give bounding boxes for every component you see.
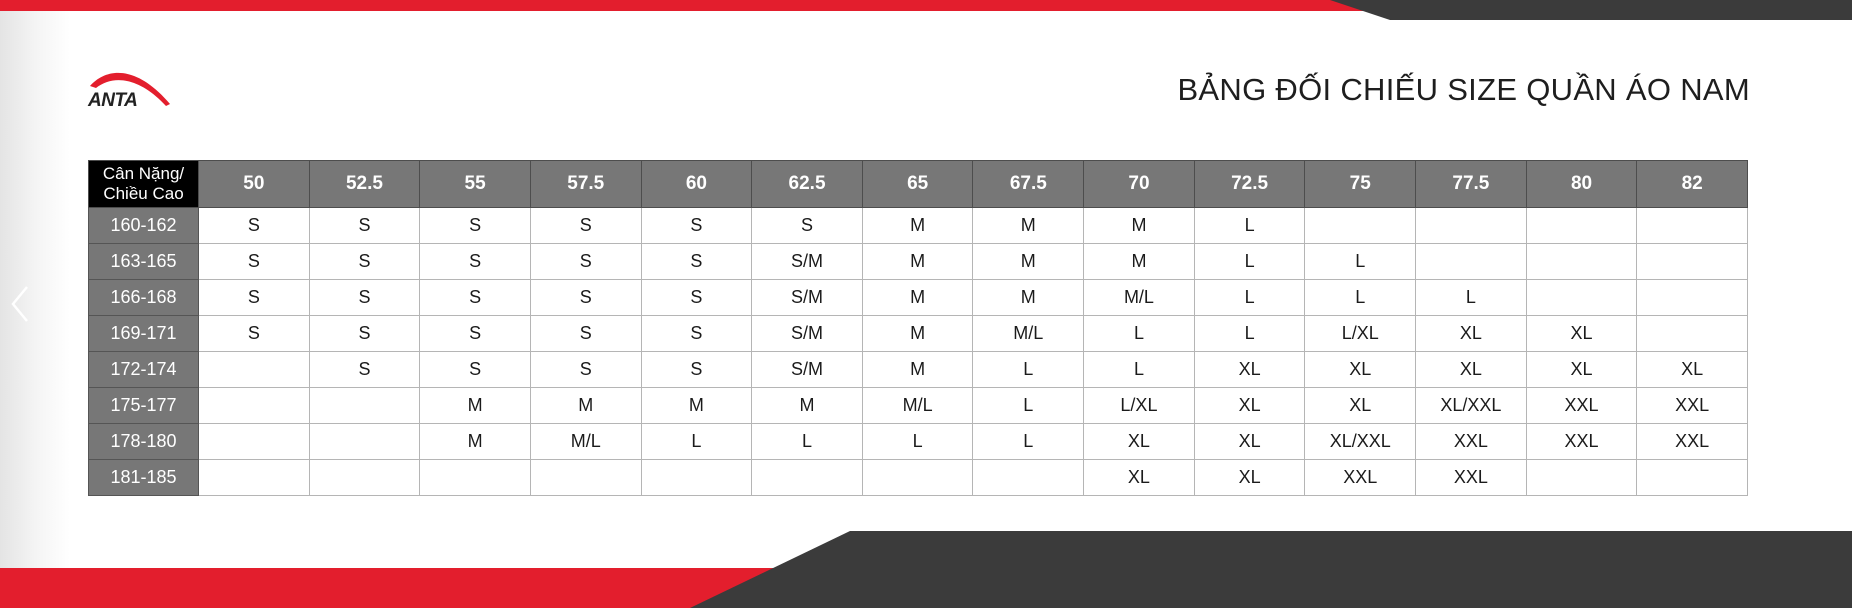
weight-header-cell: 60	[641, 161, 752, 208]
size-chart-table	[88, 160, 1748, 496]
weight-header-cell: 50	[199, 161, 310, 208]
height-range-cell: 163-165	[89, 244, 199, 280]
size-cell: M/L	[530, 424, 641, 460]
size-cell	[1637, 244, 1748, 280]
size-cell	[199, 424, 310, 460]
corner-label-weight: Cân Nặng/	[102, 164, 185, 183]
size-cell: M/L	[973, 316, 1084, 352]
table-row	[89, 280, 1748, 316]
weight-header-cell: 62.5	[752, 161, 863, 208]
size-cell	[1637, 460, 1748, 496]
size-cell: XXL	[1416, 460, 1527, 496]
size-cell: XL	[1194, 424, 1305, 460]
table-row	[89, 316, 1748, 352]
height-range-cell: 178-180	[89, 424, 199, 460]
size-cell: M	[1084, 208, 1195, 244]
size-cell: S	[199, 208, 310, 244]
size-cell: M	[973, 244, 1084, 280]
weight-header-cell: 72.5	[1194, 161, 1305, 208]
size-cell: S	[199, 280, 310, 316]
size-cell: XL	[1416, 352, 1527, 388]
size-cell: XL	[1305, 388, 1416, 424]
size-cell: S	[309, 316, 420, 352]
size-cell: XL	[1416, 316, 1527, 352]
chevron-left-icon	[9, 284, 31, 324]
weight-header-cell: 55	[420, 161, 531, 208]
top-dark-stripe	[1330, 0, 1852, 20]
size-cell	[420, 460, 531, 496]
size-cell: XXL	[1526, 424, 1637, 460]
size-cell: M	[530, 388, 641, 424]
size-cell: S	[309, 352, 420, 388]
size-cell: S	[641, 352, 752, 388]
weight-header-row	[89, 161, 1748, 208]
size-cell: S	[199, 244, 310, 280]
page-title: BẢNG ĐỐI CHIẾU SIZE QUẦN ÁO NAM	[1177, 72, 1750, 107]
size-cell: L	[1305, 244, 1416, 280]
size-cell: M	[752, 388, 863, 424]
size-cell: S	[530, 280, 641, 316]
size-cell	[752, 460, 863, 496]
size-cell: XL/XXL	[1305, 424, 1416, 460]
weight-header-cell: 70	[1084, 161, 1195, 208]
weight-header-cell: 65	[862, 161, 973, 208]
size-cell: XXL	[1637, 424, 1748, 460]
size-cell: XL	[1084, 460, 1195, 496]
size-cell: L	[862, 424, 973, 460]
size-cell: M	[862, 208, 973, 244]
size-cell: XXL	[1526, 388, 1637, 424]
table-row	[89, 424, 1748, 460]
size-cell: L	[1305, 280, 1416, 316]
size-cell: S	[420, 280, 531, 316]
size-cell	[309, 388, 420, 424]
weight-header-cell: 77.5	[1416, 161, 1527, 208]
size-cell	[1526, 280, 1637, 316]
size-cell	[1526, 460, 1637, 496]
size-cell: M/L	[1084, 280, 1195, 316]
anta-logo	[88, 64, 172, 112]
size-cell: XXL	[1637, 388, 1748, 424]
size-cell: XL	[1084, 424, 1195, 460]
size-cell	[1416, 208, 1527, 244]
size-cell: S	[641, 316, 752, 352]
size-cell: S/M	[752, 280, 863, 316]
height-range-cell: 181-185	[89, 460, 199, 496]
size-cell: L	[1194, 208, 1305, 244]
size-cell: M	[420, 388, 531, 424]
size-cell: XL	[1194, 388, 1305, 424]
size-cell	[1526, 244, 1637, 280]
height-range-cell: 172-174	[89, 352, 199, 388]
size-cell: L/XL	[1084, 388, 1195, 424]
size-cell: S	[641, 280, 752, 316]
size-cell	[973, 460, 1084, 496]
table-row	[89, 244, 1748, 280]
size-cell	[641, 460, 752, 496]
size-cell: M	[862, 316, 973, 352]
size-cell: L	[1084, 352, 1195, 388]
size-cell	[199, 352, 310, 388]
size-cell: L	[973, 388, 1084, 424]
size-cell: L	[1084, 316, 1195, 352]
height-range-cell: 166-168	[89, 280, 199, 316]
height-range-cell: 175-177	[89, 388, 199, 424]
size-cell: L/XL	[1305, 316, 1416, 352]
table-row	[89, 208, 1748, 244]
size-cell: M	[641, 388, 752, 424]
size-cell: M	[862, 244, 973, 280]
table-row	[89, 460, 1748, 496]
size-cell	[1637, 208, 1748, 244]
size-cell: M	[973, 280, 1084, 316]
size-cell: L	[641, 424, 752, 460]
size-cell	[1637, 280, 1748, 316]
size-cell: L	[973, 352, 1084, 388]
size-cell: S	[530, 316, 641, 352]
table-row	[89, 388, 1748, 424]
size-cell: M	[862, 352, 973, 388]
size-cell	[530, 460, 641, 496]
size-cell: M	[1084, 244, 1195, 280]
size-cell: S	[309, 280, 420, 316]
size-cell	[1416, 244, 1527, 280]
size-cell	[862, 460, 973, 496]
size-cell: S	[752, 208, 863, 244]
size-cell: XL	[1305, 352, 1416, 388]
size-cell: L	[1194, 316, 1305, 352]
weight-header-cell: 52.5	[309, 161, 420, 208]
size-cell: S	[530, 352, 641, 388]
size-cell: XL	[1194, 352, 1305, 388]
size-cell: M/L	[862, 388, 973, 424]
size-cell: S	[420, 208, 531, 244]
size-cell: L	[1194, 280, 1305, 316]
weight-header-cell: 82	[1637, 161, 1748, 208]
height-range-cell: 160-162	[89, 208, 199, 244]
size-cell: M	[420, 424, 531, 460]
size-cell: S/M	[752, 244, 863, 280]
size-cell: S/M	[752, 316, 863, 352]
corner-header	[89, 161, 199, 208]
size-cell: M	[862, 280, 973, 316]
size-cell: S	[420, 316, 531, 352]
weight-header-cell: 75	[1305, 161, 1416, 208]
size-cell: XL/XXL	[1416, 388, 1527, 424]
size-cell	[1526, 208, 1637, 244]
size-cell: L	[973, 424, 1084, 460]
size-cell	[309, 424, 420, 460]
size-cell: XL	[1526, 352, 1637, 388]
prev-slide-button[interactable]	[6, 284, 34, 324]
size-cell: S	[309, 208, 420, 244]
size-cell: S	[641, 208, 752, 244]
size-cell: XL	[1194, 460, 1305, 496]
size-cell: XL	[1526, 316, 1637, 352]
size-cell: S/M	[752, 352, 863, 388]
weight-header-cell: 67.5	[973, 161, 1084, 208]
size-cell: S	[199, 316, 310, 352]
size-cell: M	[973, 208, 1084, 244]
logo-text: ANTA	[88, 90, 138, 111]
size-cell: XXL	[1416, 424, 1527, 460]
size-cell: S	[420, 352, 531, 388]
size-cell: S	[309, 244, 420, 280]
size-cell: S	[641, 244, 752, 280]
size-cell: S	[530, 244, 641, 280]
size-cell: L	[1416, 280, 1527, 316]
size-cell	[1637, 316, 1748, 352]
weight-header-cell: 80	[1526, 161, 1637, 208]
size-cell	[1305, 208, 1416, 244]
size-cell: XL	[1637, 352, 1748, 388]
height-range-cell: 169-171	[89, 316, 199, 352]
size-cell	[199, 460, 310, 496]
size-cell: S	[530, 208, 641, 244]
size-cell: XXL	[1305, 460, 1416, 496]
bottom-dark-band	[690, 531, 1852, 608]
weight-header-cell: 57.5	[530, 161, 641, 208]
corner-label-height: Chiều Cao	[103, 184, 184, 203]
size-cell: L	[752, 424, 863, 460]
size-cell	[309, 460, 420, 496]
table-row	[89, 352, 1748, 388]
size-cell: L	[1194, 244, 1305, 280]
size-cell	[199, 388, 310, 424]
size-cell: S	[420, 244, 531, 280]
